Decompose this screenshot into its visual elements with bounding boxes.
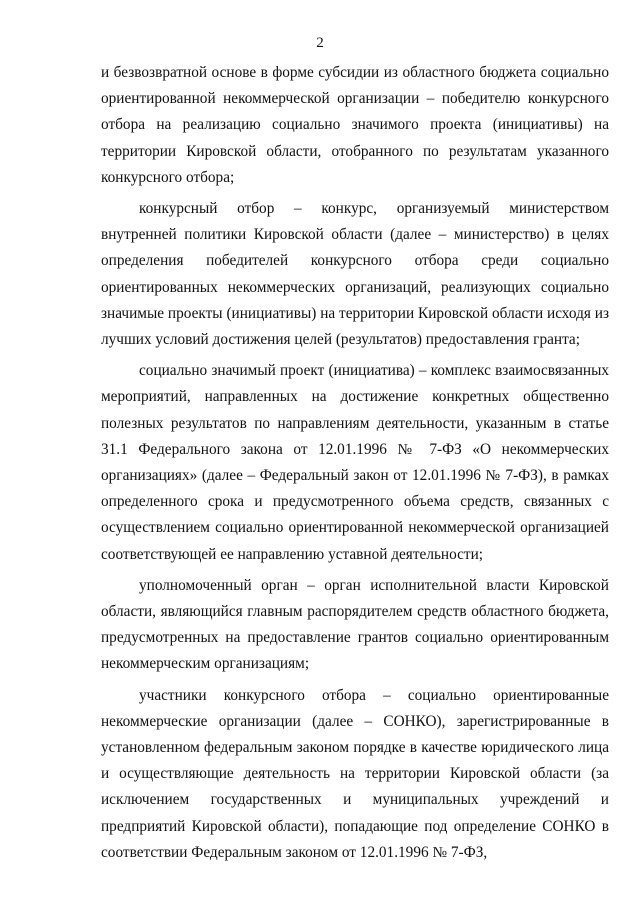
paragraph-grant-definition-continued: и безвозвратной основе в форме субсидии из областного бюджета социально ориентированной некоммерческой организации – победителю конкурсного отбора на реализацию социально значимого проекта (инициативы) на территории Кировской области, отобранного по результатам указанного конкурсного отбора; — [101, 64, 609, 186]
paragraph-socially-significant-project: социально значимый проект (инициатива) – комплекс взаимосвязанных мероприятий, направленных на достижение конкретных общественно полезных результатов по направлениям деятельности, указанным в статье 31.1 Федерального закона от 12.01.1996 № 7-ФЗ «О некоммерческих организациях» (далее – Федеральный закон от 12.01.1996 № 7-ФЗ), в рамках определенного срока и предусмотренного объема средств, связанных с осуществлением социально ориентированной некоммерческой организацией соответствующей ее направлению уставной деятельности; — [101, 362, 609, 563]
paragraph-selection-participants: участники конкурсного отбора – социально ориентированные некоммерческие организации (далее – СОНКО), зарегистрированные в установленном федеральным законом порядке в качестве юридического лица и осуществляющие деятельность на территории Кировской области (за исключением государственных и муниципальных учреждений и предприятий Кировской области), попадающие под определение СОНКО в соответствии Федеральным законом от 12.01.1996 № 7-ФЗ, — [101, 686, 609, 861]
paragraph-competitive-selection: конкурсный отбор – конкурс, организуемый министерством внутренней политики Кировской области (далее – министерство) в целях определения победителей конкурсного отбора среди социально ориентированных некоммерческих организаций, реализующих социально значимые проекты (инициативы) на территории Кировской области исходя из лучших условий достижения целей (результатов) предоставления гранта; — [101, 200, 609, 349]
page-number: 2 — [316, 35, 324, 51]
paragraph-authorized-body: уполномоченный орган – орган исполнительной власти Кировской области, являющийся главным распорядителем средств областного бюджета, предусмотренных на предоставление грантов социально ориентированным некоммерческим организациям; — [101, 576, 609, 673]
document-body — [101, 60, 609, 866]
